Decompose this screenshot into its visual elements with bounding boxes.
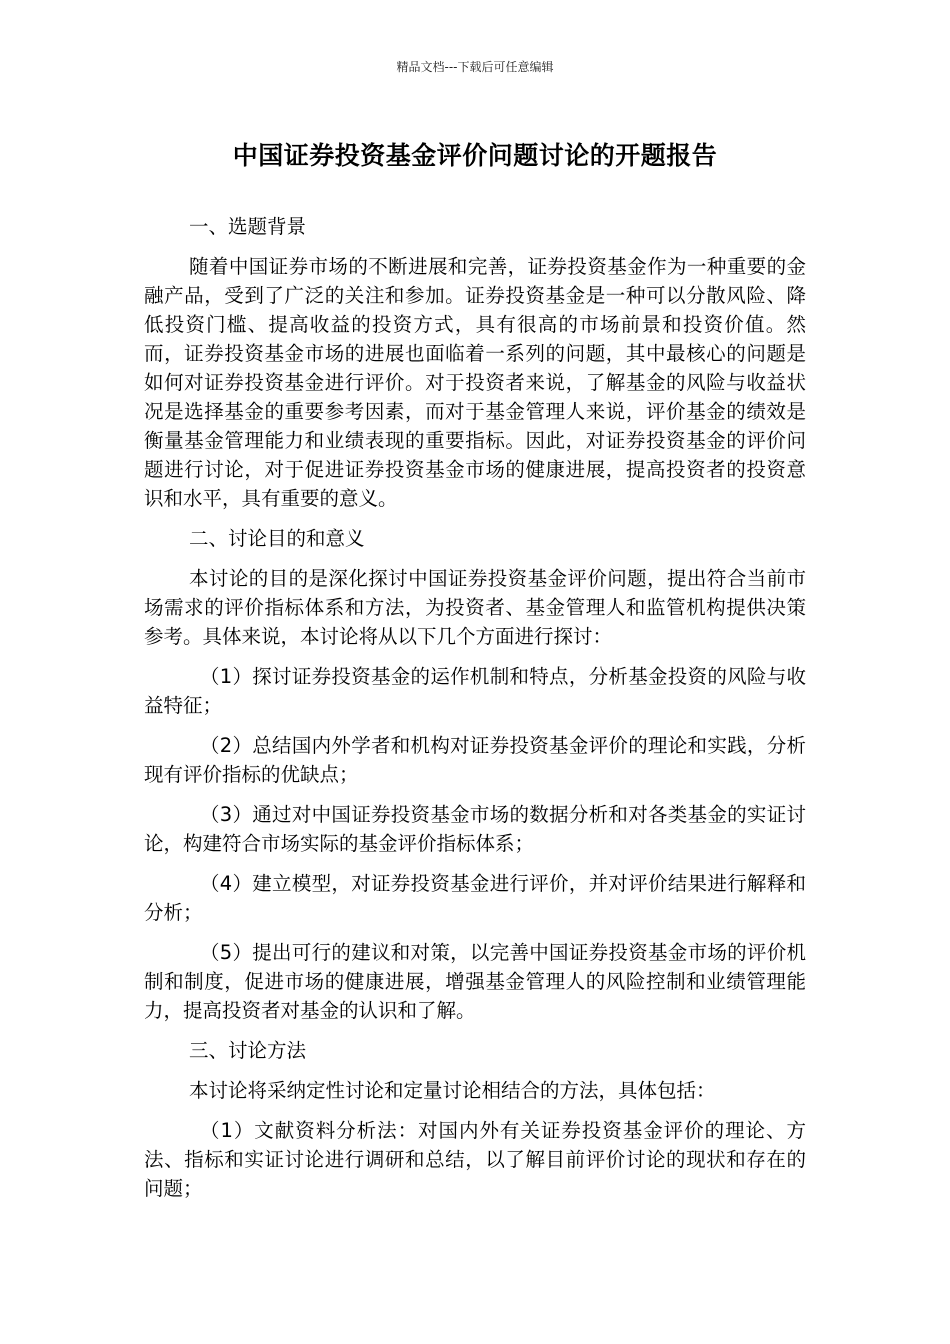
document-body bbox=[144, 212, 806, 1214]
method-paragraph: 本讨论将采纳定性讨论和定量讨论相结合的方法，具体包括： bbox=[189, 1079, 716, 1102]
purpose-item: （2）总结国内外学者和机构对证券投资基金评价的理论和实践，分析现有评价指标的优缺点； bbox=[144, 734, 806, 786]
section-heading-method: 三、讨论方法 bbox=[189, 1039, 307, 1062]
purpose-item: （3）通过对中国证券投资基金市场的数据分析和对各类基金的实证讨论，构建符合市场实际的基金评价指标体系； bbox=[144, 803, 806, 855]
purpose-item: （5）提出可行的建议和对策，以完善中国证券投资基金市场的评价机制和制度，促进市场的健康进展，增强基金管理人的风险控制和业绩管理能力，提高投资者对基金的认识和了解。 bbox=[144, 941, 806, 1022]
background-paragraph: 随着中国证券市场的不断进展和完善，证券投资基金作为一种重要的金融产品，受到了广泛的关注和参加。证券投资基金是一种可以分散风险、降低投资门槛、提高收益的投资方式，具有很高的市场前景和投资价值。然而，证券投资基金市场的进展也面临着一系列的问题，其中最核心的问题是如何对证券投资基金进行评价。对于投资者来说，了解基金的风险与收益状况是选择基金的重要参考因素，而对于基金管理人来说，评价基金的绩效是衡量基金管理能力和业绩表现的重要指标。因此，对证券投资基金的评价问题进行讨论，对于促进证券投资基金市场的健康进展，提高投资者的投资意识和水平，具有重要的意义。 bbox=[144, 255, 806, 510]
section-heading-background: 一、选题背景 bbox=[189, 215, 307, 238]
header-note: 精品文档---下载后可任意编辑 bbox=[396, 60, 554, 74]
document-title: 中国证券投资基金评价问题讨论的开题报告 bbox=[232, 141, 718, 170]
section-heading-purpose: 二、讨论目的和意义 bbox=[189, 527, 365, 550]
purpose-item: （1）探讨证券投资基金的运作机制和特点，分析基金投资的风险与收益特征； bbox=[144, 665, 806, 717]
method-item: （1）文献资料分析法：对国内外有关证券投资基金评价的理论、方法、指标和实证讨论进行调研和总结，以了解目前评价讨论的现状和存在的问题； bbox=[144, 1119, 806, 1200]
purpose-paragraph: 本讨论的目的是深化探讨中国证券投资基金评价问题，提出符合当前市场需求的评价指标体系和方法，为投资者、基金管理人和监管机构提供决策参考。具体来说，本讨论将从以下几个方面进行探讨： bbox=[144, 567, 806, 648]
purpose-item: （4）建立模型，对证券投资基金进行评价，并对评价结果进行解释和分析； bbox=[144, 872, 806, 924]
